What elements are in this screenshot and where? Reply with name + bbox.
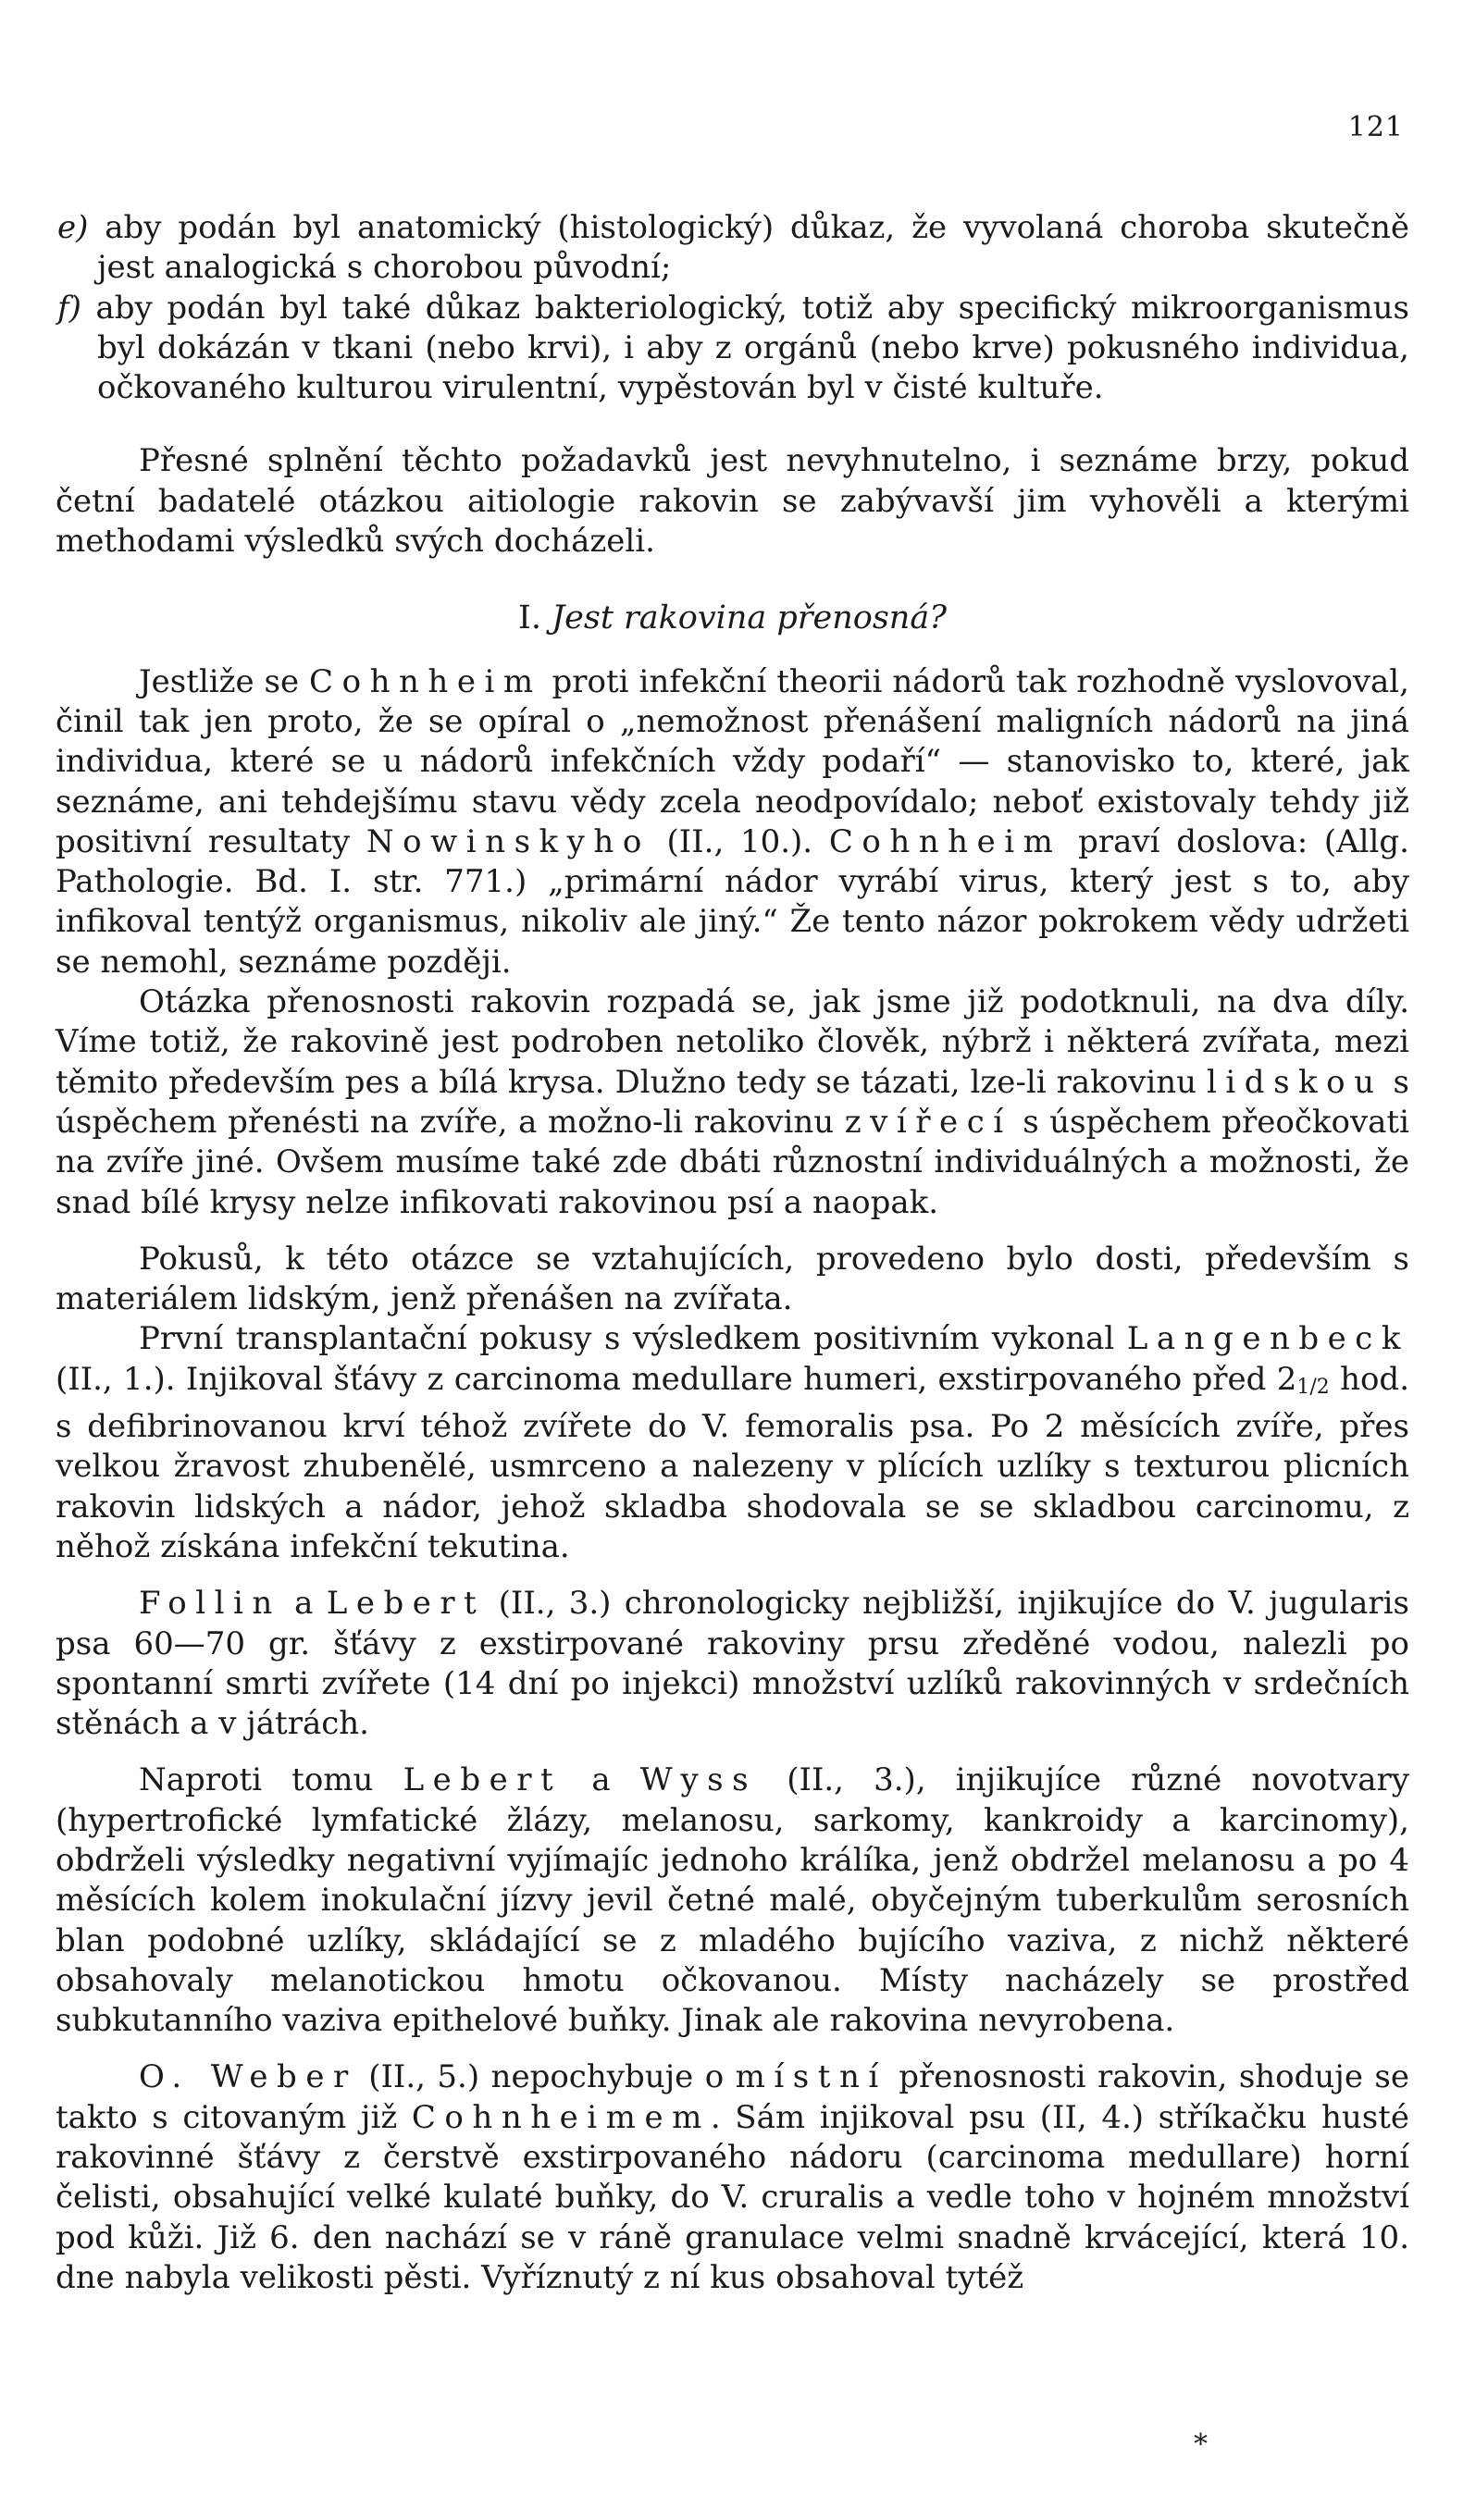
- text-run: hod. s defibrinovanou krví téhož zvířete do V. femoralis psa. Po 2 měsících zvíře, přes velkou žravost zhubenělé, usmrceno a nalezeny v plících uzlíky s texturou plicních rakovin lidských a nádor, jehož skladba shodovala se se skladbou carcinomu, z něhož získána infekční tekutina.: [56, 1360, 1410, 1565]
- spaced-name: Cohnheim: [828, 822, 1062, 860]
- section-number: I.: [518, 599, 541, 637]
- text-run: Otázka přenosnosti rakovin rozpadá se, jak jsme již podotknuli, na dva díly. Víme totiž, že rakovině jest podroben netoliko člověk, nýbrž i některá zvířata, mezi těmito především pes a bílá krysa. Dlužno tedy se tázati, lze-li rakovinu: [56, 983, 1409, 1101]
- text-run: (II., 3.), injikujíce různé novotvary (hypertrofické lymfatické žlázy, melanosu, sarkomy, kankroidy a karcinomy), obdrželi výsledky negativní vyjímajíc jednoho králíka, jenž obdržel melanosu a po 4 měsících kolem inokulační jízvy jevil četné malé, obyčejným tuberkulům serosních blan podobné uzlíky, skládající se z mladého bujícího vaziva, z nichž některé obsahovaly melanotickou hmotu očkovanou. Místy nacházely se prostřed subkutanního vaziva epithelové buňky. Jinak ale rakovina nevyrobena.: [56, 1761, 1410, 2040]
- spaced-name: Lebert: [326, 1585, 486, 1623]
- text-run: s úspěchem přeočkovati na zvíře jiné. Ovšem musíme také zde dbáti různostní individuálných a možnosti, že snad bílé krysy nelze infikovati rakovinou psí a naopak.: [56, 1103, 1409, 1221]
- text-run: praví doslova: (Allg. Pathologie. Bd. I. str. 771.) „primární nádor vyrábí virus, který jest s to, aby infikoval tentýž organismus, nikoliv ale jiný.“ Že tento názor pokrokem vědy udržeti se nemohl, seznáme později.: [56, 822, 1409, 981]
- text-run: První transplantační pokusy s výsledkem positivním vykonal: [139, 1320, 1127, 1358]
- list-item-e: [56, 208, 1409, 289]
- spaced-name: Cohnheimem: [411, 2098, 711, 2136]
- spaced-name: Cohnheim: [309, 662, 542, 700]
- spaced-name: Follin: [139, 1585, 281, 1623]
- text-run: (II., 10.).: [650, 822, 829, 860]
- spaced-word: místní: [735, 2058, 887, 2096]
- spaced-name: Langenbeck: [1126, 1320, 1409, 1358]
- paragraph-langenbeck: [56, 1319, 1409, 1567]
- list-marker-f: f): [57, 289, 81, 327]
- paragraph-weber: [56, 2057, 1409, 2298]
- intro-paragraph: Přesné splnění těchto požadavků jest nevyhnutelno, i seznáme brzy, pokud četní badatelé otázkou aitiologie rakovin se zabývavší jim vyhověli a kterými methodami výsledků svých docházeli.: [56, 442, 1409, 561]
- spaced-name: Lebert: [403, 1761, 563, 1799]
- list-text-e: aby podán byl anatomický (histologický) důkaz, že vyvolaná choroba skutečně jest analogická s chorobou původní;: [97, 209, 1409, 287]
- text-run: Naproti tomu: [139, 1761, 403, 1799]
- section-title: Jest rakovina přenosná?: [552, 599, 947, 637]
- text-run: . Sám injikoval psu (II, 4.) stříkačku husté rakovinné šťávy z čerstvě exstirpovaného nádoru (carcinoma medullare) horní čelisti, obsahující velké kulaté buňky, do V. cruralis a vedle toho v hojném množství pod kůži. Již 6. den nachází se v ráně granulace velmi snadně krvácející, která 10. dne nabyla velikosti pěsti. Vyříznutý z ní kus obsahoval tytéž: [56, 2098, 1409, 2296]
- page-body: [56, 208, 1409, 2298]
- text-run: a: [280, 1585, 327, 1623]
- signature-mark: *: [1194, 2428, 1208, 2461]
- text-run: Jestliže se: [139, 662, 310, 700]
- paragraph-cohnheim: [56, 662, 1409, 982]
- fraction: 1/2: [1296, 1375, 1330, 1399]
- text-run: s úspěchem přenésti na zvíře, a možno-li rakovinu: [56, 1063, 1409, 1141]
- spaced-word: zvířecí: [844, 1103, 1012, 1141]
- text-run: proti infekční theorii nádorů tak rozhodně vyslovoval, činil tak jen proto, že se opíral o „nemožnost přenášení maligních nádorů na jiná individua, které se u nádorů infekčních vždy podaří“ — stanovisko to, které, jak seznáme, ani tehdejšímu stavu vědy zcela neodpovídalo; neboť existovaly tehdy již positivní resultaty: [56, 662, 1409, 860]
- paragraph-experiments: Pokusů, k této otázce se vztahujících, provedeno bylo dosti, především s materiálem lidským, jenž přenášen na zvířata.: [56, 1240, 1409, 1318]
- text-run: (II., 3.) chronologicky nejbližší, injikujíce do V. jugularis psa 60—70 gr. šťávy z exstirpované rakoviny prsu zředěné vodou, nalezli po spontanní smrti zvířete (14 dní po injekci) množství uzlíků rakovinných v srdečních stěnách a v játrách.: [56, 1585, 1409, 1743]
- spaced-name: Wyss: [639, 1761, 758, 1799]
- paragraph-lebert-wyss: [56, 1760, 1409, 2041]
- page-number: 121: [1347, 111, 1404, 143]
- text-run: (II., 5.) nepochybuje o: [356, 2058, 736, 2096]
- paragraph-transmissibility: [56, 982, 1409, 1223]
- section-heading: [56, 599, 1409, 638]
- spaced-word: lidskou: [1207, 1063, 1383, 1101]
- list-marker-e: e): [57, 209, 89, 246]
- paragraph-follin-lebert: [56, 1584, 1409, 1744]
- text-run: a: [562, 1761, 640, 1799]
- list-item-f: [56, 289, 1409, 409]
- text-run: (II., 1.). Injikoval šťávy z carcinoma medullare humeri, exstirpovaného před 2: [56, 1360, 1297, 1398]
- text-run: přenosnosti rakovin, shoduje se takto s citovaným již: [56, 2058, 1409, 2136]
- spaced-name: O. Weber: [139, 2058, 357, 2096]
- spaced-name: Nowinskyho: [366, 822, 651, 860]
- list-text-f: aby podán byl také důkaz bakteriologický, totiž aby specifický mikroorganismus byl dokázán v tkani (nebo krvi), i aby z orgánů (nebo krve) pokusného individua, očkovaného kulturou virulentní, vypěstován byl v čisté kultuře.: [95, 289, 1409, 407]
